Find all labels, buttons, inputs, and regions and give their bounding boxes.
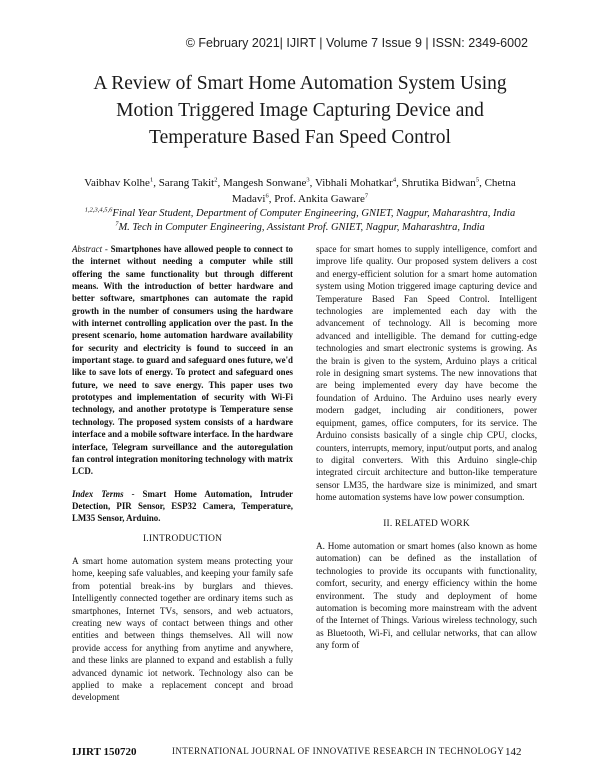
abstract-lead: Abstract -: [72, 244, 108, 254]
author-sup: 6: [265, 192, 269, 200]
author-name: Sarang Takit: [158, 177, 215, 189]
author-sup: 2: [214, 176, 218, 184]
introduction-continued-text: space for smart homes to supply intelligence, comfort and improve life quality. Our proposed system delivers a cost and energy-efficient solution for a smart home automation system using Motion triggered image capturing device and Temperature Based Fan Speed Control. Intelligent technologies are implemented each day with the advancement of technology. All is becoming more advanced and intelligible. The demand for cutting-edge technologies and smart electronic systems is growing. As the brain is given to the system, Arduino plays a critical role in designing smart systems. The new innovations that are being implemented every day have become the foundation of Arduino. The Arduino uses nearly every modern gadget, including air conditioners, power equipment, games, office computers, for its service. The Arduino consists basically of a single chip CPU, clocks, counters, interrupts, memory, input/output ports, and analog to digital converters. With this Arduino single-chip integrated circuit architecture and button-like temperature sensor LM35, the hardware size is minimized, and smart home automation systems have low power consumption.: [316, 244, 537, 503]
title-line: Temperature Based Fan Speed Control: [149, 127, 451, 148]
affiliation-text: Final Year Student, Department of Computer Engineering, GNIET, Nagpur, Maharashtra, India: [112, 208, 516, 219]
left-column: [72, 243, 293, 704]
author-sup: 7: [364, 192, 369, 200]
introduction-text: A smart home automation system means protecting your home, keeping safe valuables, and keeping your family safe from potential break-ins by burglars and thieves. Intelligently connected together are ordinary items such as smartphones, Internet TVs, sensors, and web actuators, creating new ways of contact between things and other entities and between things themselves. All will now provide access for anything from anytime and anywhere, and these links are planned to expand and establish a fully advanced dynamic iot network. Technology also can be applied to make a replacement concept and broad development: [72, 555, 293, 703]
section-heading-related-work: II. RELATED WORK: [383, 518, 470, 529]
index-terms: [72, 488, 293, 525]
author-name: Prof. Ankita Gaware: [274, 193, 365, 205]
affiliation-2: [64, 221, 536, 235]
author-name: Chetna Madavi: [231, 177, 516, 205]
affiliation-sup: 7: [115, 220, 119, 228]
index-terms-lead: Index Terms -: [72, 488, 135, 499]
author-sup: 4: [392, 176, 397, 184]
author-sup: 3: [306, 176, 310, 184]
affiliation-text: M. Tech in Computer Engineering, Assistant Prof. GNIET, Nagpur, Maharashtra, India: [118, 222, 485, 233]
paper-title: [60, 70, 540, 151]
author-sup: 5: [475, 176, 480, 184]
title-line: Motion Triggered Image Capturing Device and: [116, 100, 484, 121]
affiliation-sup: 1,2,3,4,5,6: [84, 206, 113, 214]
section-heading-introduction: I.INTRODUCTION: [142, 533, 223, 544]
affiliation-1: [64, 207, 536, 221]
footer-paper-id: IJIRT 150720: [72, 746, 137, 758]
title-line: A Review of Smart Home Automation System Using: [93, 73, 507, 94]
author-list: Vaibhav Kolhe$^1$, Sarang Takit$^2$, Mangesh Sonwane$^3$, Vibhali Mohatkar$^4$, Shrutika Bidwan$^5$, Chetna Madavi$^6$, Prof. Ankita Gaware$^7$: [84, 176, 516, 205]
author-name: Vaibhav Kolhe: [84, 177, 150, 189]
journal-header: © February 2021| IJIRT | Volume 7 Issue 9 | ISSN: 2349-6002: [185, 36, 528, 50]
index-terms-text: Smart Home Automation, Intruder Detection, PIR Sensor, ESP32 Camera, Temperature, LM35 Sensor, Arduino.: [72, 488, 294, 524]
footer-page-number: 142: [505, 746, 522, 758]
author-name: Vibhali Mohatkar: [314, 177, 393, 189]
author-name: Shrutika Bidwan: [401, 177, 476, 189]
related-work-text: A. Home automation or smart homes (also known as home automation) can be defined as the installation of technologies to provide its occupants with functionality, comfort, security, and energy efficiency within the home environment. The study and deployment of home automation is becoming more mainstream with the advent of the Internet of Things. Various wireless technology, such as Bluetooth, Wi-Fi, and cellular networks, that can allow any form of: [316, 540, 537, 651]
author-name: Mangesh Sonwane: [222, 177, 307, 189]
footer-journal-name: INTERNATIONAL JOURNAL OF INNOVATIVE RESEARCH IN TECHNOLOGY: [172, 746, 505, 756]
author-sup: 1: [149, 176, 154, 184]
abstract-text: Smartphones have allowed people to connect to the internet without needing a computer while still offering the same functionality but through different means. With the introduction of better hardware and better software, smartphones can automate the rapid growth in the number of consumers using the hardware with internet controlling application over the past. In the present scenario, home automation hardware availability for security and electricity is found to succeed in an important stage. to guard and safeguard ones future, we'd like to save lots of energy. To protect and safeguard ones future, we need to save energy. This paper uses two prototypes and implementation of security with Wi-Fi technology, and another prototype is Temperature sense technology. The proposed system consists of a hardware interface and a mobile software interface. In the hardware interface, Telegram surveillance and the autoregulation fan control integration monitoring technology with matrix LCD.: [72, 244, 293, 477]
right-column: [316, 243, 537, 652]
abstract: [72, 243, 293, 478]
